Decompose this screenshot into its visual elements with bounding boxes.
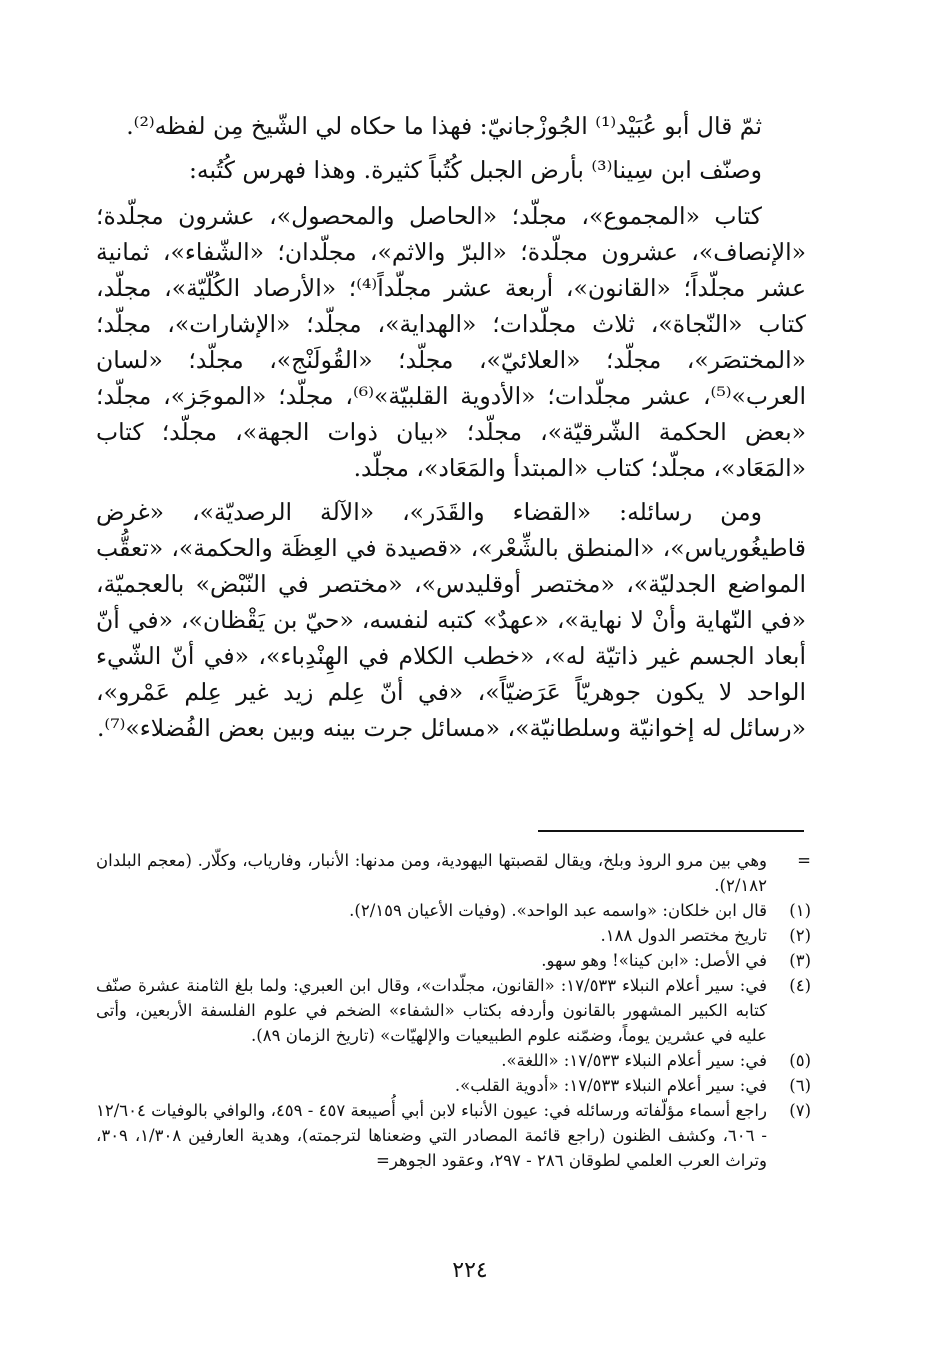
footnote	[96, 1048, 811, 1073]
footnote-number: (٢)	[789, 926, 811, 945]
books-paragraph: كتاب «المجموع»، مجلّد؛ «الحاصل والمحصول»، عشرون مجلّدة؛ «الإنصاف»، عشرون مجلّدة؛ «البرّ والاثم»، مجلّدان؛ «الشّفاء»، ثمانية عشر مجلّداً؛ «القانون»، أربعة عشر مجلّداً⁽⁴⁾؛ «الأرصاد الكُلّيّة»، مجلّد، كتاب «النّجاة»، ثلاث مجلّدات؛ «الهداية»، مجلّد؛ «الإشارات»، مجلّد؛ «المختصَر»، مجلّد؛ «العلائيّ»، مجلّد؛ «القُولَنْج»، مجلّد؛ «لسان العرب»⁽⁵⁾، عشر مجلّدات؛ «الأدوية القلبيّة»⁽⁶⁾، مجلّد؛ «الموجَز»، مجلّد؛ «بعض الحكمة الشّرقيّة»، مجلّد؛ «بيان ذوات الجهة»، مجلّد؛ كتاب «المَعَاد»، مجلّد؛ كتاب «المبتدأ والمَعَاد»، مجلّد.	[96, 202, 807, 482]
footnote-text: قال ابن خلكان: «واسمه عبد الواحد». (وفيات الأعيان ٢/١٥٩).	[349, 901, 767, 920]
footnote-text: في: سير أعلام النبلاء ١٧/٥٣٣: «اللغة».	[501, 1051, 767, 1070]
footnote-text: في الأصل: «ابن كينا»! وهو سهو.	[541, 951, 767, 970]
footnote	[96, 898, 811, 923]
footnote	[96, 948, 811, 973]
page-number: ٢٢٤	[452, 1258, 488, 1283]
footnote-number: (٣)	[789, 951, 811, 970]
footnote-number: (٦)	[789, 1076, 811, 1095]
intro-line-2: وصنّف ابن سِينا⁽³⁾ بأرض الجبل كُتُباً كثيرة. وهذا فهرس كُتُبه:	[189, 156, 762, 184]
footnote-text: في: سير أعلام النبلاء ١٧/٥٣٣: «أدوية القلب».	[454, 1076, 767, 1095]
footnote-text: تاريخ مختصر الدول ١٨٨.	[600, 926, 767, 945]
footnote-text: وهي بين مرو الروذ وبلخ، ويقال لقصبتها اليهودية، ومن مدنها: الأنبار، وفارياب، وكلّار. (معجم البلدان ٢/١٨٢).	[96, 851, 767, 895]
footnote-number: (٤)	[789, 976, 811, 995]
catalog-section	[96, 198, 806, 746]
footnote-number: (١)	[789, 901, 811, 920]
footnote-text: في: سير أعلام النبلاء ١٧/٥٣٣: «القانون، مجلّدات»، وقال ابن العبري: ولما بلغ الثامنة عشرة صنّف كتابه الكبير المشهور بالقانون وأردفه بكتاب «الشفاء» الضخم في علوم الفلسفة الأربعين، وأتى عليه في عشرين يوماً، وضمّنه علوم الطبيعيات والإلهيّات» (تاريخ الزمان ٨٩).	[96, 976, 767, 1045]
footnote-separator	[538, 830, 804, 832]
footnote-text: راجع أسماء مؤلّفاته ورسائله في: عيون الأنباء لابن أبي أُصيبعة ٤٥٧ - ٤٥٩، والوافي بالوفيات ١٢/٦٠٤ - ٦٠٦، وكشف الظنون (راجع قائمة المصادر التي وضعناها لترجمته)، وهدية العارفين ١/٣٠٨، ٣٠٩، وتراث العرب العلمي لطوقان ٢٨٦ - ٢٩٧، وعقود الجوهر=	[96, 1101, 767, 1170]
intro-section	[96, 108, 806, 188]
footnote	[96, 1098, 811, 1173]
footnote	[96, 973, 811, 1048]
intro-line-1: ثمّ قال أبو عُبَيْد⁽¹⁾ الجُوزْجانيّ: فهذا ما حكاه لي الشّيخ مِن لفظه⁽²⁾.	[126, 112, 762, 140]
footnote	[96, 1073, 811, 1098]
footnote-number: (٧)	[789, 1101, 811, 1120]
epistles-paragraph: ومن رسائله: «القضاء والقَدَر»، «الآلة الرصديّة»، «غرض قاطيغُورياس»، «المنطق بالشِّعْر»، «قصيدة في العِظَة والحكمة»، «تعقُّب المواضع الجدليّة»، «مختصر أوقليدس»، «مختصر في النّبْض» بالعجميّة، «في النّهاية وأنْ لا نهاية»، «عهدٌ» كتبه لنفسه، «حيّ بن يَقْظان»، «في أنّ أبعاد الجسم غير ذاتيّة له»، «خطب الكلام في الهِنْدِباء»، «في أنّ الشّيء الواحد لا يكون جوهريّاً عَرَضيّاً»، «في أنّ عِلم زيد غير عِلم عَمْرو»، «رسائل له إخوانيّة وسلطانيّة»، «مسائل جرت بينه وبين بعض الفُضلاء»⁽⁷⁾.	[96, 498, 806, 742]
footnote-number: =	[797, 851, 811, 870]
footnote-number: (٥)	[789, 1051, 811, 1070]
footnotes	[96, 848, 811, 1173]
footnote	[96, 848, 811, 898]
footnote	[96, 923, 811, 948]
